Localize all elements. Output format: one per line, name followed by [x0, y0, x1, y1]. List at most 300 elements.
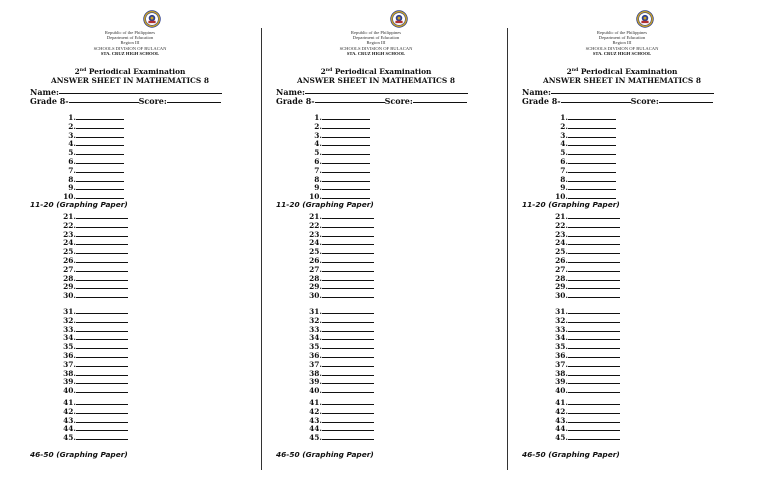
- grade-score-field[interactable]: [276, 96, 467, 106]
- answer-blank[interactable]: [568, 192, 616, 199]
- answer-blank[interactable]: [322, 351, 374, 358]
- answer-item[interactable]: [305, 360, 374, 369]
- answer-item[interactable]: [59, 274, 128, 283]
- answer-item[interactable]: [551, 113, 616, 122]
- answer-blank[interactable]: [76, 369, 128, 376]
- header-line: Region III: [366, 40, 386, 46]
- answer-blank[interactable]: [76, 416, 128, 423]
- answer-item[interactable]: [59, 265, 128, 274]
- answer-blank[interactable]: [568, 433, 620, 440]
- answer-item[interactable]: [551, 291, 620, 300]
- answer-item[interactable]: [551, 333, 620, 342]
- answer-item[interactable]: [59, 212, 128, 221]
- answer-blank[interactable]: [322, 139, 370, 146]
- answer-blank[interactable]: [568, 212, 620, 219]
- header-line: SCHOOLS DIVISION OF BULACAN: [339, 45, 413, 51]
- item-number: 43.: [555, 415, 568, 425]
- answer-blank[interactable]: [322, 230, 374, 237]
- item-number: 3.: [560, 130, 568, 140]
- answer-item[interactable]: [305, 416, 374, 425]
- answer-blank[interactable]: [76, 398, 128, 405]
- answer-blank[interactable]: [76, 230, 128, 237]
- answer-blank[interactable]: [322, 416, 374, 423]
- answer-item[interactable]: [551, 433, 620, 442]
- answer-blank[interactable]: [76, 166, 124, 173]
- answer-item[interactable]: [305, 333, 374, 342]
- answer-blank[interactable]: [568, 398, 620, 405]
- answer-item[interactable]: [551, 377, 620, 386]
- school-name: STA. CRUZ HIGH SCHOOL: [592, 50, 652, 56]
- score-underline[interactable]: [167, 96, 221, 103]
- answer-item[interactable]: [305, 291, 374, 300]
- item-number: 23.: [309, 229, 322, 239]
- answer-item[interactable]: [59, 433, 128, 442]
- answer-blank[interactable]: [322, 316, 374, 323]
- answer-item[interactable]: [305, 325, 374, 334]
- answer-blank[interactable]: [322, 221, 374, 228]
- answer-item[interactable]: [59, 307, 128, 316]
- item-number: 21.: [555, 212, 568, 221]
- item-number: 31.: [63, 307, 76, 316]
- answer-item[interactable]: [305, 212, 374, 221]
- answer-blank[interactable]: [568, 113, 616, 120]
- answer-blank[interactable]: [76, 424, 128, 431]
- answer-item[interactable]: [551, 307, 620, 316]
- answer-blank[interactable]: [322, 131, 370, 138]
- answer-blank[interactable]: [568, 238, 620, 245]
- ordinal-suffix: nd: [79, 68, 87, 73]
- item-number: 8.: [314, 174, 322, 184]
- item-number: 9.: [68, 183, 76, 193]
- answer-item[interactable]: [59, 131, 124, 140]
- item-number: 25.: [63, 247, 76, 257]
- answer-item[interactable]: [551, 230, 620, 239]
- answer-item[interactable]: [551, 247, 620, 256]
- answer-item[interactable]: [59, 175, 124, 184]
- item-number: 24.: [309, 238, 322, 248]
- answer-item[interactable]: [551, 316, 620, 325]
- answer-blank[interactable]: [322, 398, 374, 405]
- answer-blank[interactable]: [76, 131, 124, 138]
- grade-score-field[interactable]: [522, 96, 713, 106]
- answer-blank[interactable]: [76, 377, 128, 384]
- answer-item[interactable]: [59, 291, 128, 300]
- answer-blank[interactable]: [568, 148, 616, 155]
- answer-item[interactable]: [305, 274, 374, 283]
- answer-blank[interactable]: [76, 265, 128, 272]
- item-number: 37.: [63, 359, 76, 369]
- answer-blank[interactable]: [568, 247, 620, 254]
- answer-item[interactable]: [59, 351, 128, 360]
- item-number: 21.: [63, 212, 76, 221]
- answer-item[interactable]: [59, 316, 128, 325]
- answer-blank[interactable]: [322, 265, 374, 272]
- item-number: 38.: [309, 368, 322, 378]
- answer-item[interactable]: [305, 282, 374, 291]
- answer-blank[interactable]: [568, 274, 620, 281]
- answer-blank[interactable]: [76, 122, 124, 129]
- answer-blank[interactable]: [568, 342, 620, 349]
- answer-item[interactable]: [59, 230, 128, 239]
- answer-item[interactable]: [59, 398, 128, 407]
- answer-item[interactable]: [305, 424, 374, 433]
- answer-item[interactable]: [551, 351, 620, 360]
- answer-item[interactable]: [305, 175, 370, 184]
- score-label: Score:: [630, 96, 659, 106]
- answer-blank[interactable]: [322, 424, 374, 431]
- score-label: Score:: [138, 96, 167, 106]
- answer-item[interactable]: [59, 282, 128, 291]
- answer-item[interactable]: [59, 166, 124, 175]
- answer-blank[interactable]: [568, 360, 620, 367]
- answer-blank[interactable]: [76, 291, 128, 298]
- answer-blank[interactable]: [76, 238, 128, 245]
- answer-item[interactable]: [551, 416, 620, 425]
- item-number: 36.: [309, 351, 322, 360]
- item-number: 28.: [63, 273, 76, 283]
- item-number: 33.: [309, 324, 322, 334]
- answer-item[interactable]: [305, 183, 370, 192]
- item-number: 45.: [63, 433, 76, 443]
- answer-item[interactable]: [551, 424, 620, 433]
- name-underline[interactable]: [551, 87, 714, 94]
- section-underline[interactable]: [561, 96, 631, 103]
- answer-blank[interactable]: [568, 369, 620, 376]
- item-number: 6.: [68, 157, 76, 166]
- answer-blank[interactable]: [322, 175, 370, 182]
- school-header: [30, 30, 230, 56]
- item-number: 2.: [560, 121, 568, 131]
- item-number: 1.: [68, 113, 76, 122]
- answer-blank[interactable]: [76, 157, 124, 164]
- answer-blank[interactable]: [322, 212, 374, 219]
- answer-item[interactable]: [551, 148, 616, 157]
- answer-item[interactable]: [305, 256, 374, 265]
- answer-blank[interactable]: [568, 333, 620, 340]
- answer-item[interactable]: [551, 238, 620, 247]
- name-underline[interactable]: [305, 87, 468, 94]
- item-number: 32.: [555, 315, 568, 325]
- answer-item[interactable]: [551, 282, 620, 291]
- item-number: 2.: [68, 121, 76, 131]
- item-number: 8.: [560, 174, 568, 184]
- answer-item[interactable]: [59, 407, 128, 416]
- answer-item[interactable]: [305, 148, 370, 157]
- item-number: 23.: [63, 229, 76, 239]
- answer-blank[interactable]: [568, 265, 620, 272]
- name-label: Name:: [522, 87, 552, 97]
- answer-item[interactable]: [551, 157, 616, 166]
- item-number: 33.: [555, 324, 568, 334]
- answer-blank[interactable]: [76, 221, 128, 228]
- answer-item[interactable]: [551, 265, 620, 274]
- answer-blank[interactable]: [76, 175, 124, 182]
- answer-blank[interactable]: [322, 113, 370, 120]
- section-underline[interactable]: [315, 96, 385, 103]
- item-number: 45.: [309, 433, 322, 443]
- answer-blank[interactable]: [322, 386, 374, 393]
- answer-item[interactable]: [551, 122, 616, 131]
- answer-item[interactable]: [305, 369, 374, 378]
- answer-item[interactable]: [305, 131, 370, 140]
- answer-blank[interactable]: [76, 139, 124, 146]
- answer-item[interactable]: [305, 342, 374, 351]
- answer-blank[interactable]: [322, 291, 374, 298]
- answer-item[interactable]: [551, 256, 620, 265]
- item-number: 42.: [555, 406, 568, 416]
- answer-blank[interactable]: [76, 333, 128, 340]
- answer-item[interactable]: [305, 139, 370, 148]
- answer-blank[interactable]: [322, 166, 370, 173]
- item-number: 36.: [63, 351, 76, 360]
- answer-item[interactable]: [305, 433, 374, 442]
- answer-blank[interactable]: [76, 192, 124, 199]
- score-underline[interactable]: [413, 96, 467, 103]
- answer-blank[interactable]: [322, 360, 374, 367]
- answer-blank[interactable]: [322, 148, 370, 155]
- answer-item[interactable]: [59, 113, 124, 122]
- graphing-paper-note-2: 46-50 (Graphing Paper): [276, 450, 374, 459]
- item-number: 7.: [560, 165, 568, 175]
- item-number: 4.: [560, 139, 568, 149]
- answer-item[interactable]: [551, 212, 620, 221]
- answer-item[interactable]: [305, 157, 370, 166]
- answer-item[interactable]: [551, 139, 616, 148]
- subject-title: ANSWER SHEET IN MATHEMATICS 8: [51, 75, 209, 85]
- answer-item[interactable]: [59, 333, 128, 342]
- grade-label: Grade 8-: [522, 96, 561, 106]
- grade-score-field[interactable]: [30, 96, 221, 106]
- answer-blank[interactable]: [322, 407, 374, 414]
- item-number: 21.: [309, 212, 322, 221]
- deped-seal-icon: [636, 10, 654, 28]
- answer-item[interactable]: [305, 238, 374, 247]
- item-number: 29.: [63, 282, 76, 292]
- exam-name: Periodical Examination: [334, 67, 432, 76]
- item-number: 31.: [555, 307, 568, 316]
- answer-item[interactable]: [59, 247, 128, 256]
- answer-item[interactable]: [59, 122, 124, 131]
- item-number: 27.: [555, 264, 568, 274]
- answer-item[interactable]: [305, 307, 374, 316]
- item-number: 7.: [314, 165, 322, 175]
- answer-item[interactable]: [59, 424, 128, 433]
- item-number: 5.: [68, 148, 76, 158]
- item-number: 41.: [63, 398, 76, 407]
- answer-blank[interactable]: [568, 166, 616, 173]
- answer-blank[interactable]: [76, 407, 128, 414]
- item-number: 30.: [309, 291, 322, 301]
- answer-blank[interactable]: [568, 377, 620, 384]
- answer-item[interactable]: [59, 377, 128, 386]
- answer-item[interactable]: [551, 369, 620, 378]
- item-number: 2.: [314, 121, 322, 131]
- item-number: 39.: [309, 377, 322, 387]
- item-number: 7.: [68, 165, 76, 175]
- answer-blank[interactable]: [568, 407, 620, 414]
- answer-item[interactable]: [551, 407, 620, 416]
- answer-blank[interactable]: [322, 333, 374, 340]
- answer-blank[interactable]: [76, 212, 128, 219]
- name-underline[interactable]: [59, 87, 222, 94]
- answer-blank[interactable]: [568, 351, 620, 358]
- answer-item[interactable]: [551, 183, 616, 192]
- item-number: 1.: [560, 113, 568, 122]
- answer-blank[interactable]: [568, 307, 620, 314]
- answer-blank[interactable]: [322, 183, 370, 190]
- answer-blank[interactable]: [568, 424, 620, 431]
- answer-blank[interactable]: [568, 386, 620, 393]
- header-line: Department of Education: [106, 35, 154, 41]
- header-line: Region III: [120, 40, 140, 46]
- answer-item[interactable]: [305, 166, 370, 175]
- answer-item[interactable]: [305, 398, 374, 407]
- answer-blank[interactable]: [76, 325, 128, 332]
- item-number: 22.: [309, 220, 322, 230]
- answer-blank[interactable]: [568, 175, 616, 182]
- answer-item[interactable]: [305, 265, 374, 274]
- score-underline[interactable]: [659, 96, 713, 103]
- answer-blank[interactable]: [568, 416, 620, 423]
- answer-item[interactable]: [551, 131, 616, 140]
- answer-blank[interactable]: [76, 148, 124, 155]
- answer-blank[interactable]: [322, 369, 374, 376]
- answer-blank[interactable]: [568, 139, 616, 146]
- item-number: 10.: [309, 192, 322, 202]
- answer-blank[interactable]: [568, 122, 616, 129]
- answer-blank[interactable]: [322, 157, 370, 164]
- answer-blank[interactable]: [76, 183, 124, 190]
- answer-item[interactable]: [59, 325, 128, 334]
- section-underline[interactable]: [69, 96, 139, 103]
- school-header: [522, 30, 722, 56]
- answer-item[interactable]: [305, 351, 374, 360]
- answer-blank[interactable]: [322, 274, 374, 281]
- answer-item[interactable]: [305, 221, 374, 230]
- answer-item[interactable]: [551, 274, 620, 283]
- item-number: 4.: [68, 139, 76, 149]
- score-label: Score:: [384, 96, 413, 106]
- answer-blank[interactable]: [322, 433, 374, 440]
- answer-blank[interactable]: [322, 282, 374, 289]
- answer-item[interactable]: [305, 377, 374, 386]
- answer-item[interactable]: [59, 342, 128, 351]
- subject-title: ANSWER SHEET IN MATHEMATICS 8: [543, 75, 701, 85]
- answer-blank[interactable]: [322, 122, 370, 129]
- answer-item[interactable]: [551, 386, 620, 395]
- answer-blank[interactable]: [322, 247, 374, 254]
- item-number: 37.: [309, 359, 322, 369]
- item-number: 45.: [555, 433, 568, 443]
- answer-blank[interactable]: [322, 256, 374, 263]
- header-line: SCHOOLS DIVISION OF BULACAN: [585, 45, 659, 51]
- answer-blank[interactable]: [568, 291, 620, 298]
- answer-blank[interactable]: [322, 238, 374, 245]
- answer-blank[interactable]: [322, 325, 374, 332]
- answer-blank[interactable]: [568, 230, 620, 237]
- answer-blank[interactable]: [568, 183, 616, 190]
- answer-item[interactable]: [305, 386, 374, 395]
- exam-title: [522, 67, 722, 85]
- answer-blank[interactable]: [76, 307, 128, 314]
- answer-item[interactable]: [551, 166, 616, 175]
- answer-blank[interactable]: [76, 282, 128, 289]
- answer-item[interactable]: [59, 386, 128, 395]
- answer-item[interactable]: [59, 183, 124, 192]
- answer-item[interactable]: [305, 247, 374, 256]
- item-number: 39.: [555, 377, 568, 387]
- answer-blank[interactable]: [322, 192, 370, 199]
- answer-blank[interactable]: [322, 377, 374, 384]
- answer-item[interactable]: [59, 369, 128, 378]
- answer-blank[interactable]: [76, 247, 128, 254]
- answer-blank[interactable]: [568, 256, 620, 263]
- answer-item[interactable]: [305, 316, 374, 325]
- item-number: 3.: [68, 130, 76, 140]
- answer-blank[interactable]: [568, 221, 620, 228]
- answer-blank[interactable]: [568, 157, 616, 164]
- answer-item[interactable]: [59, 221, 128, 230]
- answer-blank[interactable]: [568, 325, 620, 332]
- answer-item[interactable]: [59, 139, 124, 148]
- answer-blank[interactable]: [76, 386, 128, 393]
- header-line: Republic of the Philippines: [104, 30, 156, 35]
- answer-item[interactable]: [551, 360, 620, 369]
- item-number: 41.: [555, 398, 568, 407]
- answer-item[interactable]: [59, 256, 128, 265]
- item-number: 39.: [63, 377, 76, 387]
- answer-blank[interactable]: [76, 274, 128, 281]
- answer-blank[interactable]: [76, 433, 128, 440]
- answer-item[interactable]: [551, 398, 620, 407]
- answer-blank[interactable]: [322, 342, 374, 349]
- item-number: 6.: [314, 157, 322, 166]
- answer-item[interactable]: [59, 360, 128, 369]
- answer-item[interactable]: [551, 175, 616, 184]
- answer-item[interactable]: [551, 221, 620, 230]
- item-number: 9.: [314, 183, 322, 193]
- answer-item[interactable]: [59, 157, 124, 166]
- header-line: Region III: [612, 40, 632, 46]
- answer-item[interactable]: [305, 407, 374, 416]
- answer-item[interactable]: [59, 416, 128, 425]
- answer-item[interactable]: [305, 230, 374, 239]
- item-number: 40.: [63, 386, 76, 396]
- item-number: 29.: [309, 282, 322, 292]
- answer-blank[interactable]: [76, 351, 128, 358]
- answer-item[interactable]: [305, 113, 370, 122]
- answer-blank[interactable]: [568, 316, 620, 323]
- header-line: Department of Education: [598, 35, 646, 41]
- answer-blank[interactable]: [76, 342, 128, 349]
- answer-blank[interactable]: [76, 256, 128, 263]
- answer-item[interactable]: [551, 325, 620, 334]
- answer-item[interactable]: [59, 238, 128, 247]
- answer-item[interactable]: [59, 148, 124, 157]
- answer-blank[interactable]: [76, 316, 128, 323]
- answer-blank[interactable]: [322, 307, 374, 314]
- item-number: 35.: [309, 342, 322, 352]
- column-divider: [507, 28, 508, 470]
- answer-blank[interactable]: [76, 113, 124, 120]
- answer-item[interactable]: [305, 122, 370, 131]
- answer-blank[interactable]: [76, 360, 128, 367]
- answer-blank[interactable]: [568, 131, 616, 138]
- answer-blank[interactable]: [568, 282, 620, 289]
- item-number: 27.: [63, 264, 76, 274]
- answer-item[interactable]: [551, 342, 620, 351]
- item-number: 1.: [314, 113, 322, 122]
